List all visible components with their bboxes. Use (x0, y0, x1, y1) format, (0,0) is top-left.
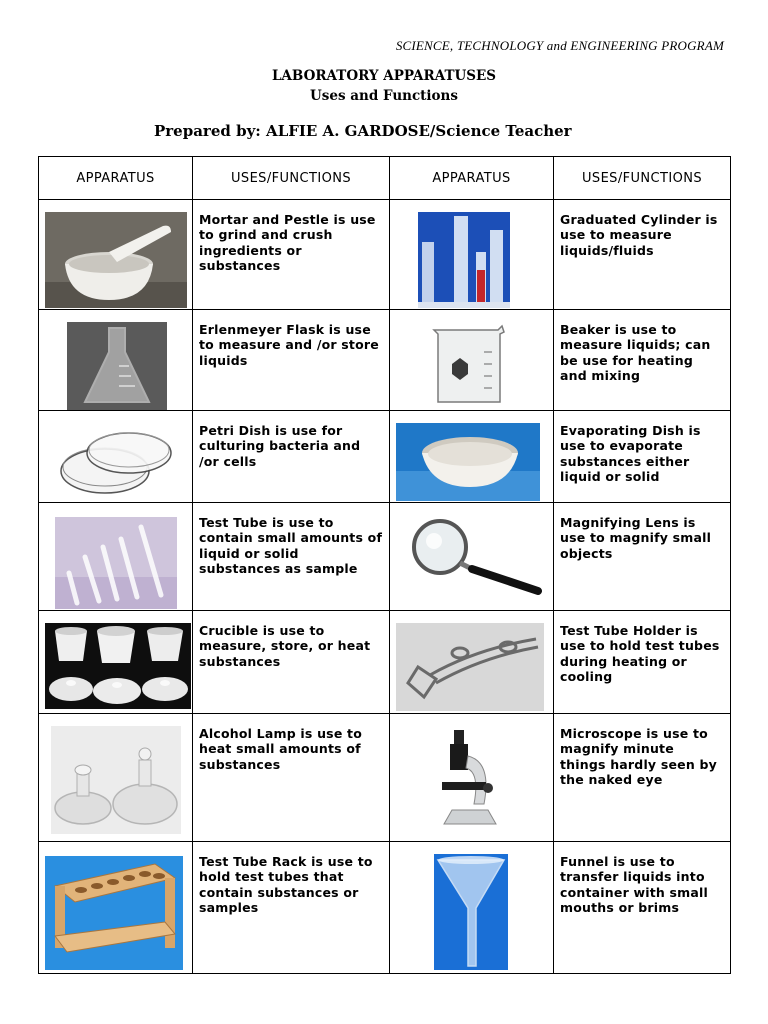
apparatus-image-cell (390, 611, 554, 714)
table-row (39, 714, 731, 842)
table-row (39, 611, 731, 714)
apparatus-description: Funnel is use to transfer liquids into container with small mouths or brims (560, 854, 709, 916)
apparatus-description: Petri Dish is use for culturing bacteria and /or cells (199, 423, 361, 469)
apparatus-description: Erlenmeyer Flask is use to measure and /or store liquids (199, 322, 379, 368)
uses-cell (554, 503, 731, 611)
table-row (39, 503, 731, 611)
apparatus-image-cell (39, 310, 193, 411)
apparatus-description: Mortar and Pestle is use to grind and crush ingredients or substances (199, 212, 376, 274)
magnifying-lens-photo (402, 517, 546, 595)
graduated-cylinder-photo (418, 212, 510, 308)
apparatus-image-cell (390, 200, 554, 310)
document-subtitle: Uses and Functions (310, 88, 458, 104)
apparatus-description: Test Tube Holder is use to hold test tubes during heating or cooling (560, 623, 720, 685)
uses-cell (193, 200, 390, 310)
prepared-by: Prepared by: ALFIE A. GARDOSE/Science Teacher (154, 122, 572, 140)
apparatus-image-cell (39, 611, 193, 714)
uses-cell (554, 200, 731, 310)
column-header-apparatus: APPARATUS (390, 157, 554, 200)
test-tube-holder-photo (396, 623, 544, 711)
table-header-row (39, 157, 731, 200)
apparatus-image-cell (390, 842, 554, 974)
mortar-and-pestle-photo (45, 212, 187, 308)
uses-cell (193, 503, 390, 611)
table-row (39, 310, 731, 411)
apparatus-description: Microscope is use to magnify minute things hardly seen by the naked eye (560, 726, 717, 788)
column-header-uses: USES/FUNCTIONS (554, 157, 731, 200)
alcohol-lamp-photo (51, 726, 181, 834)
apparatus-description: Evaporating Dish is use to evaporate substances either liquid or solid (560, 423, 701, 485)
uses-cell (193, 611, 390, 714)
apparatus-image-cell (39, 842, 193, 974)
apparatus-table (38, 156, 731, 974)
apparatus-description: Crucible is use to measure, store, or heat substances (199, 623, 371, 669)
apparatus-description: Test Tube is use to contain small amounts of liquid or solid substances as sample (199, 515, 383, 577)
petri-dish-photo (57, 427, 175, 499)
apparatus-description: Graduated Cylinder is use to measure liquids/fluids (560, 212, 718, 258)
table-row (39, 200, 731, 310)
evaporating-dish-photo (396, 423, 540, 501)
document-title: LABORATORY APPARATUSES (271, 68, 497, 84)
funnel-photo (434, 854, 508, 970)
table-row (39, 411, 731, 503)
beaker-photo (428, 322, 512, 408)
uses-cell (193, 411, 390, 503)
apparatus-image-cell (390, 503, 554, 611)
apparatus-image-cell (390, 310, 554, 411)
apparatus-image-cell (39, 411, 193, 503)
apparatus-description: Test Tube Rack is use to hold test tubes that contain substances or samples (199, 854, 373, 916)
apparatus-image-cell (39, 503, 193, 611)
uses-cell (554, 310, 731, 411)
uses-cell (193, 714, 390, 842)
program-header: SCIENCE, TECHNOLOGY and ENGINEERING PROGRAM (395, 38, 724, 53)
apparatus-description: Beaker is use to measure liquids; can be use for heating and mixing (560, 322, 711, 384)
microscope-photo (434, 728, 506, 834)
test-tube-photo (55, 517, 177, 609)
apparatus-description: Magnifying Lens is use to magnify small objects (560, 515, 712, 561)
column-header-apparatus: APPARATUS (39, 157, 193, 200)
test-tube-rack-photo (45, 856, 183, 970)
uses-cell (554, 714, 731, 842)
uses-cell (193, 842, 390, 974)
apparatus-image-cell (390, 714, 554, 842)
uses-cell (193, 310, 390, 411)
apparatus-image-cell (39, 200, 193, 310)
apparatus-image-cell (390, 411, 554, 503)
column-header-uses: USES/FUNCTIONS (193, 157, 390, 200)
table-row (39, 842, 731, 974)
apparatus-description: Alcohol Lamp is use to heat small amounts of substances (199, 726, 363, 772)
crucible-photo (45, 623, 191, 709)
uses-cell (554, 411, 731, 503)
uses-cell (554, 611, 731, 714)
uses-cell (554, 842, 731, 974)
erlenmeyer-flask-photo (67, 322, 167, 410)
apparatus-image-cell (39, 714, 193, 842)
